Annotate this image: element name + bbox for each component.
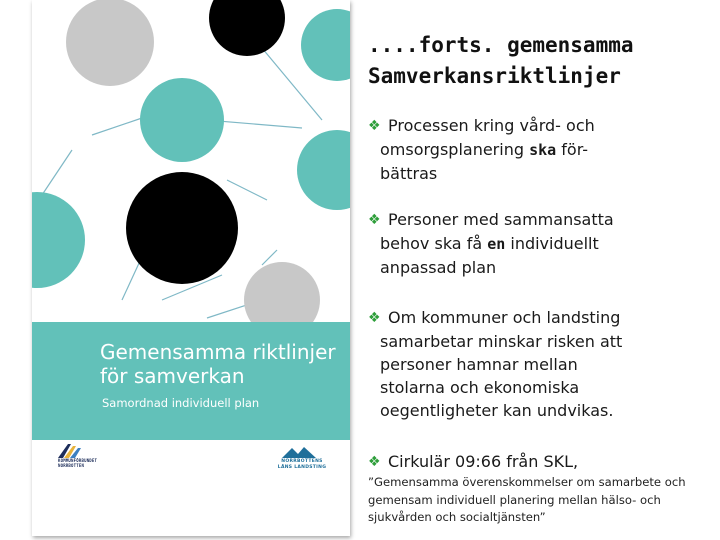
cover-circle-gray-bottom	[244, 262, 320, 322]
bullet-4-line1: Cirkulär 09:66 från SKL,	[388, 452, 579, 471]
slide-title-line1: ....forts. gemensamma	[368, 33, 634, 57]
cover-circle-black-mid	[126, 172, 238, 284]
cover-circle-teal-mid-right	[297, 130, 350, 210]
landsting-text-line2: LÄNS LANDSTING	[277, 465, 327, 470]
cover-title	[100, 340, 340, 388]
bullet-3-line2: samarbetar minskar risken att	[380, 332, 623, 351]
diamond-arrow-icon: ❖	[368, 454, 381, 470]
bullet-1-line3: bättras	[380, 164, 438, 183]
bullet-1-line2c: för-	[556, 140, 589, 159]
quote-line2: gemensam individuell planering mellan hälso- och	[368, 492, 661, 507]
bullet-4	[368, 450, 698, 474]
cover-circle-black-top	[209, 0, 285, 56]
diamond-arrow-icon: ❖	[368, 118, 381, 134]
bullet-2-line3: anpassad plan	[380, 258, 497, 277]
cover-title-line2: för samverkan	[100, 364, 245, 388]
cover-circle-gray-top-left	[66, 0, 154, 86]
bullet-2-line2c: individuellt	[505, 234, 599, 253]
bullet-3-line1: Om kommuner och landsting	[388, 308, 621, 327]
bullet-3	[368, 306, 698, 422]
diamond-arrow-icon: ❖	[368, 310, 381, 326]
cover-circle-teal-mid	[140, 78, 224, 162]
bullet-1-line2a: omsorgsplanering	[380, 140, 530, 159]
landsting-mountain-icon	[282, 446, 322, 458]
bullet-1	[368, 114, 698, 185]
bullet-3-line3: personer hamnar mellan	[380, 355, 578, 374]
slide-title-line2: Samverkansriktlinjer	[368, 64, 621, 88]
cover-circle-teal-left	[32, 192, 85, 288]
cover-circle-teal-top-right	[301, 9, 350, 81]
cover-circle-network	[32, 0, 350, 322]
cover-title-line1: Gemensamma riktlinjer	[100, 340, 336, 364]
quote-line3: sjukvården och socialtjänsten”	[368, 510, 546, 524]
bullet-2-line2a: behov ska få	[380, 234, 488, 253]
bullet-2-line1: Personer med sammansatta	[388, 210, 614, 229]
slide-title	[368, 30, 713, 92]
landsting-logo	[272, 446, 332, 470]
landsting-text-line1: NORRBOTTENS	[281, 459, 323, 464]
bullet-1-line1: Processen kring vård- och	[388, 116, 595, 135]
kommunforbundet-mark-icon	[58, 442, 92, 458]
kommunforbundet-text-line1: KOMMUNFÖRBUNDET	[58, 458, 98, 463]
quote-line1: ”Gemensamma överenskommelser om samarbete och	[368, 475, 686, 489]
bullet-3-line4: stolarna och ekonomiska	[380, 378, 580, 397]
bullet-1-emphasis: ska	[529, 141, 557, 159]
bullet-2	[368, 208, 698, 279]
diamond-arrow-icon: ❖	[368, 212, 381, 228]
kommunforbundet-text-line2: NORRBOTTEN	[58, 463, 85, 468]
skl-quote	[368, 474, 713, 527]
brochure-cover	[32, 0, 350, 536]
kommunforbundet-logo	[58, 442, 128, 468]
bullet-2-emphasis: en	[487, 235, 506, 253]
bullet-3-line5: oegentligheter kan undvikas.	[380, 401, 614, 420]
cover-subtitle: Samordnad individuell plan	[102, 396, 260, 410]
